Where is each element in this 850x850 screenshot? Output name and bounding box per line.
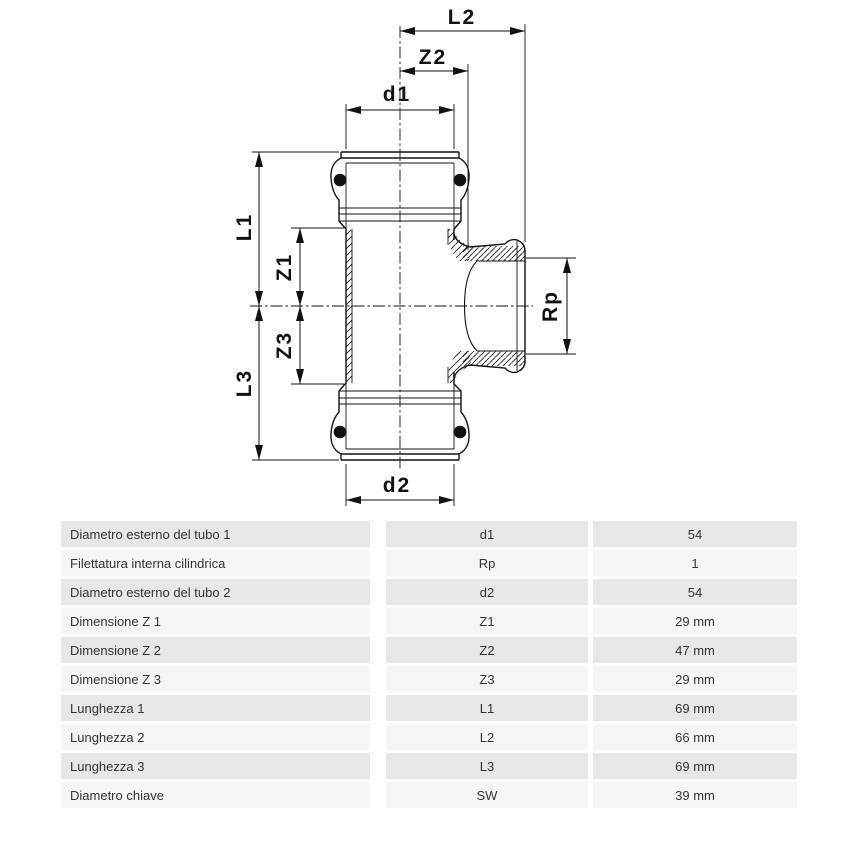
dim-label-z2: Z2 <box>418 46 448 69</box>
spec-symbol: d2 <box>386 579 588 605</box>
spec-label: Lunghezza 2 <box>61 724 370 750</box>
spec-symbol: Z3 <box>386 666 588 692</box>
spec-symbol: L3 <box>386 753 588 779</box>
spec-label: Dimensione Z 3 <box>61 666 370 692</box>
spec-value: 29 mm <box>593 608 797 634</box>
spec-value: 39 mm <box>593 782 797 808</box>
o-ring-top-left <box>334 174 347 187</box>
spec-value: 54 <box>593 521 797 547</box>
table-row <box>61 550 797 576</box>
o-ring-top-right <box>454 174 467 187</box>
spec-value: 66 mm <box>593 724 797 750</box>
table-row <box>61 637 797 663</box>
spec-value: 69 mm <box>593 695 797 721</box>
table-row <box>61 666 797 692</box>
o-ring-bottom-right <box>454 426 467 439</box>
table-row <box>61 753 797 779</box>
dim-label-z1: Z1 <box>273 252 296 282</box>
spec-value: 69 mm <box>593 753 797 779</box>
spec-label: Diametro esterno del tubo 1 <box>61 521 370 547</box>
dimension-arrows <box>255 27 571 504</box>
tube-wall-section-hatch <box>346 230 352 383</box>
specs-table <box>61 521 797 811</box>
spec-symbol: Z2 <box>386 637 588 663</box>
dimension-lines <box>259 31 567 500</box>
o-ring-bottom-left <box>334 426 347 439</box>
dim-label-z3: Z3 <box>273 330 296 360</box>
spec-symbol: Z1 <box>386 608 588 634</box>
spec-label: Lunghezza 3 <box>61 753 370 779</box>
table-row <box>61 608 797 634</box>
extension-lines <box>252 24 576 506</box>
spec-label: Filettatura interna cilindrica <box>61 550 370 576</box>
thread-hatch-bottom <box>463 351 525 366</box>
dim-label-d2: d2 <box>382 474 412 497</box>
spec-label: Diametro chiave <box>61 782 370 808</box>
table-row <box>61 521 797 547</box>
spec-label: Lunghezza 1 <box>61 695 370 721</box>
spec-symbol: L1 <box>386 695 588 721</box>
thread-hatch-top <box>463 246 525 261</box>
spec-value: 47 mm <box>593 637 797 663</box>
spec-symbol: d1 <box>386 521 588 547</box>
spec-value: 1 <box>593 550 797 576</box>
spec-symbol: Rp <box>386 550 588 576</box>
spec-symbol: L2 <box>386 724 588 750</box>
spec-symbol: SW <box>386 782 588 808</box>
table-row <box>61 695 797 721</box>
dim-label-d1: d1 <box>382 83 412 106</box>
spec-label: Dimensione Z 2 <box>61 637 370 663</box>
dim-label-l1: L1 <box>233 212 256 242</box>
dim-label-l3: L3 <box>233 368 256 398</box>
threaded-hole <box>465 261 526 351</box>
table-row <box>61 579 797 605</box>
dim-label-rp: Rp <box>539 290 562 322</box>
table-row <box>61 782 797 808</box>
dim-label-l2: L2 <box>447 6 477 29</box>
table-row <box>61 724 797 750</box>
spec-label: Dimensione Z 1 <box>61 608 370 634</box>
spec-value: 29 mm <box>593 666 797 692</box>
spec-value: 54 <box>593 579 797 605</box>
spec-label: Diametro esterno del tubo 2 <box>61 579 370 605</box>
